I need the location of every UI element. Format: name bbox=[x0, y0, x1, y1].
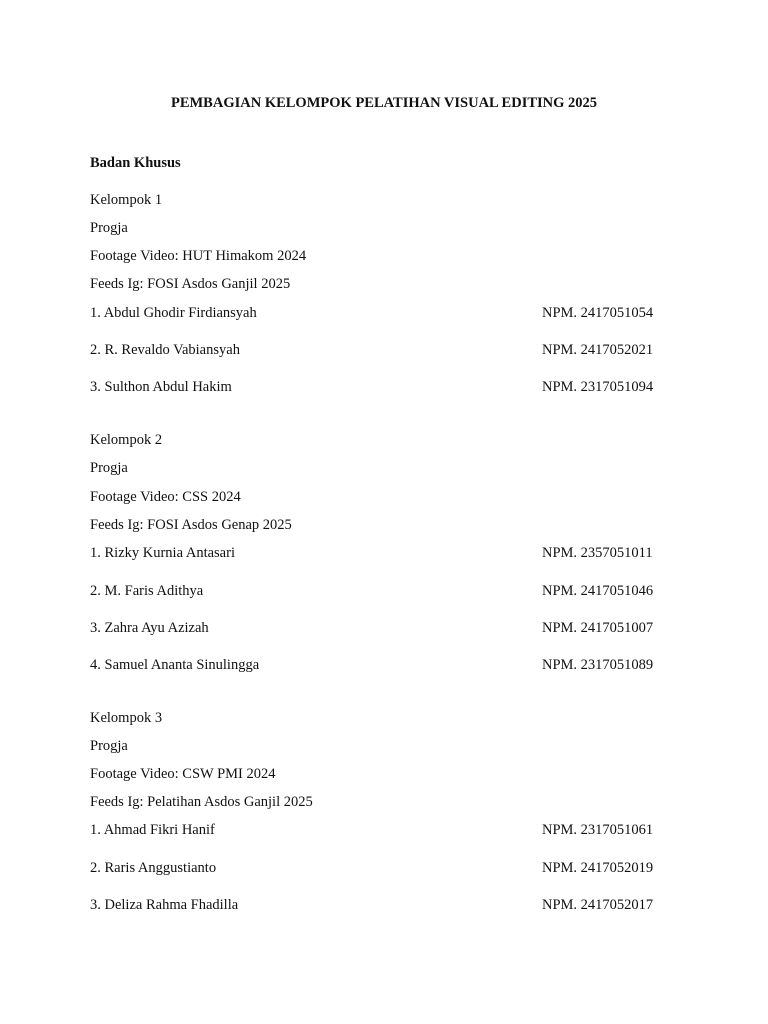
group-1-division: Progja bbox=[90, 220, 128, 236]
group-2-member-2-name: 2. M. Faris Adithya bbox=[90, 583, 204, 599]
group-1-member-2-name: 2. R. Revaldo Vabiansyah bbox=[90, 342, 240, 358]
group-3-feeds: Feeds Ig: Pelatihan Asdos Ganjil 2025 bbox=[90, 794, 313, 810]
group-2-member-3-name: 3. Zahra Ayu Azizah bbox=[90, 620, 209, 636]
group-2-feeds: Feeds Ig: FOSI Asdos Genap 2025 bbox=[90, 517, 292, 533]
group-3-name: Kelompok 3 bbox=[90, 710, 163, 726]
group-2-name: Kelompok 2 bbox=[90, 432, 163, 448]
group-2-division: Progja bbox=[90, 460, 128, 476]
group-3-member-1-npm: NPM. 2317051061 bbox=[542, 822, 654, 838]
group-2-footage: Footage Video: CSS 2024 bbox=[90, 489, 241, 505]
group-2-member-4-name: 4. Samuel Ananta Sinulingga bbox=[90, 657, 260, 673]
group-2-member-4-npm: NPM. 2317051089 bbox=[542, 657, 654, 673]
group-1-member-1-npm: NPM. 2417051054 bbox=[542, 305, 654, 321]
group-3-member-2-npm: NPM. 2417052019 bbox=[542, 860, 654, 876]
group-1-feeds: Feeds Ig: FOSI Asdos Ganjil 2025 bbox=[90, 276, 291, 292]
group-2-member-1-npm: NPM. 2357051011 bbox=[542, 545, 653, 561]
group-3-footage: Footage Video: CSW PMI 2024 bbox=[90, 766, 276, 782]
group-1-member-3-name: 3. Sulthon Abdul Hakim bbox=[90, 379, 232, 395]
group-2-member-3-npm: NPM. 2417051007 bbox=[542, 620, 654, 636]
document-title: PEMBAGIAN KELOMPOK PELATIHAN VISUAL EDITING 2025 bbox=[170, 95, 598, 111]
group-1-name: Kelompok 1 bbox=[90, 192, 163, 208]
group-1-footage: Footage Video: HUT Himakom 2024 bbox=[90, 248, 307, 264]
group-3-member-1-name: 1. Ahmad Fikri Hanif bbox=[90, 822, 215, 838]
group-1-member-2-npm: NPM. 2417052021 bbox=[542, 342, 654, 358]
group-3-member-2-name: 2. Raris Anggustianto bbox=[90, 860, 217, 876]
group-3-member-3-npm: NPM. 2417052017 bbox=[542, 897, 654, 913]
group-1-member-3-npm: NPM. 2317051094 bbox=[542, 379, 654, 395]
group-1-member-1-name: 1. Abdul Ghodir Firdiansyah bbox=[90, 305, 257, 321]
section-heading: Badan Khusus bbox=[90, 155, 181, 171]
group-3-division: Progja bbox=[90, 738, 128, 754]
group-3-member-3-name: 3. Deliza Rahma Fhadilla bbox=[90, 897, 239, 913]
group-2-member-1-name: 1. Rizky Kurnia Antasari bbox=[90, 545, 235, 561]
group-2-member-2-npm: NPM. 2417051046 bbox=[542, 583, 654, 599]
